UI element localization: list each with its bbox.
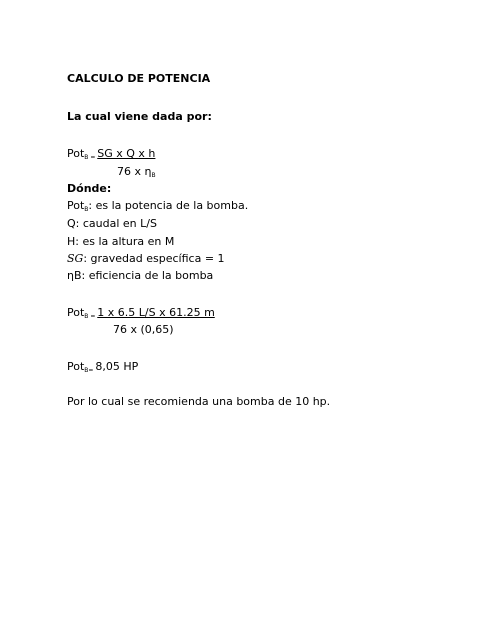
calc-pot: Pot: [67, 306, 85, 319]
definition-q: Q: caudal en L/S: [67, 217, 157, 230]
definition-sg-symbol: SG: [67, 252, 84, 265]
calc-numerator: 1 x 6.5 L/S x 61.25 m: [97, 306, 215, 319]
formula-denominator: [117, 165, 156, 183]
where-label: Dónde:: [67, 182, 112, 195]
calc-equals: =: [88, 313, 98, 320]
formula-pot-sub: B: [84, 154, 89, 161]
definition-pot: [67, 199, 248, 217]
conclusion-text: Por lo cual se recomienda una bomba de 10 hp.: [67, 395, 331, 408]
definition-h: H: es la altura en M: [67, 235, 175, 248]
calc-denominator: 76 x (0,65): [113, 323, 174, 336]
formula-numerator-line: [67, 147, 155, 165]
document-title: CALCULO DE POTENCIA: [67, 72, 211, 85]
result-pot-sub: B: [84, 367, 89, 374]
result-pot: Pot: [67, 360, 85, 373]
definition-sg: [67, 252, 225, 266]
formula-numerator: SG x Q x h: [97, 147, 156, 160]
result-line: [67, 360, 138, 378]
formula-denominator-sub: B: [151, 172, 156, 179]
formula-denominator-const: 76 x η: [117, 165, 152, 178]
definition-pot-label: Pot: [67, 199, 85, 212]
formula-equals: =: [88, 154, 98, 161]
calc-pot-sub: B: [84, 313, 89, 320]
result-value: 8,05 HP: [95, 360, 139, 373]
definition-pot-text: : es la potencia de la bomba.: [88, 199, 249, 212]
definition-pot-sub: B: [84, 206, 89, 213]
result-equals: =: [88, 367, 96, 374]
definition-eta: ηB: eficiencia de la bomba: [67, 269, 214, 282]
formula-pot: Pot: [67, 147, 85, 160]
calc-numerator-line: [67, 306, 215, 324]
definition-sg-text: : gravedad específica = 1: [83, 252, 225, 265]
intro-text: La cual viene dada por:: [67, 110, 212, 123]
